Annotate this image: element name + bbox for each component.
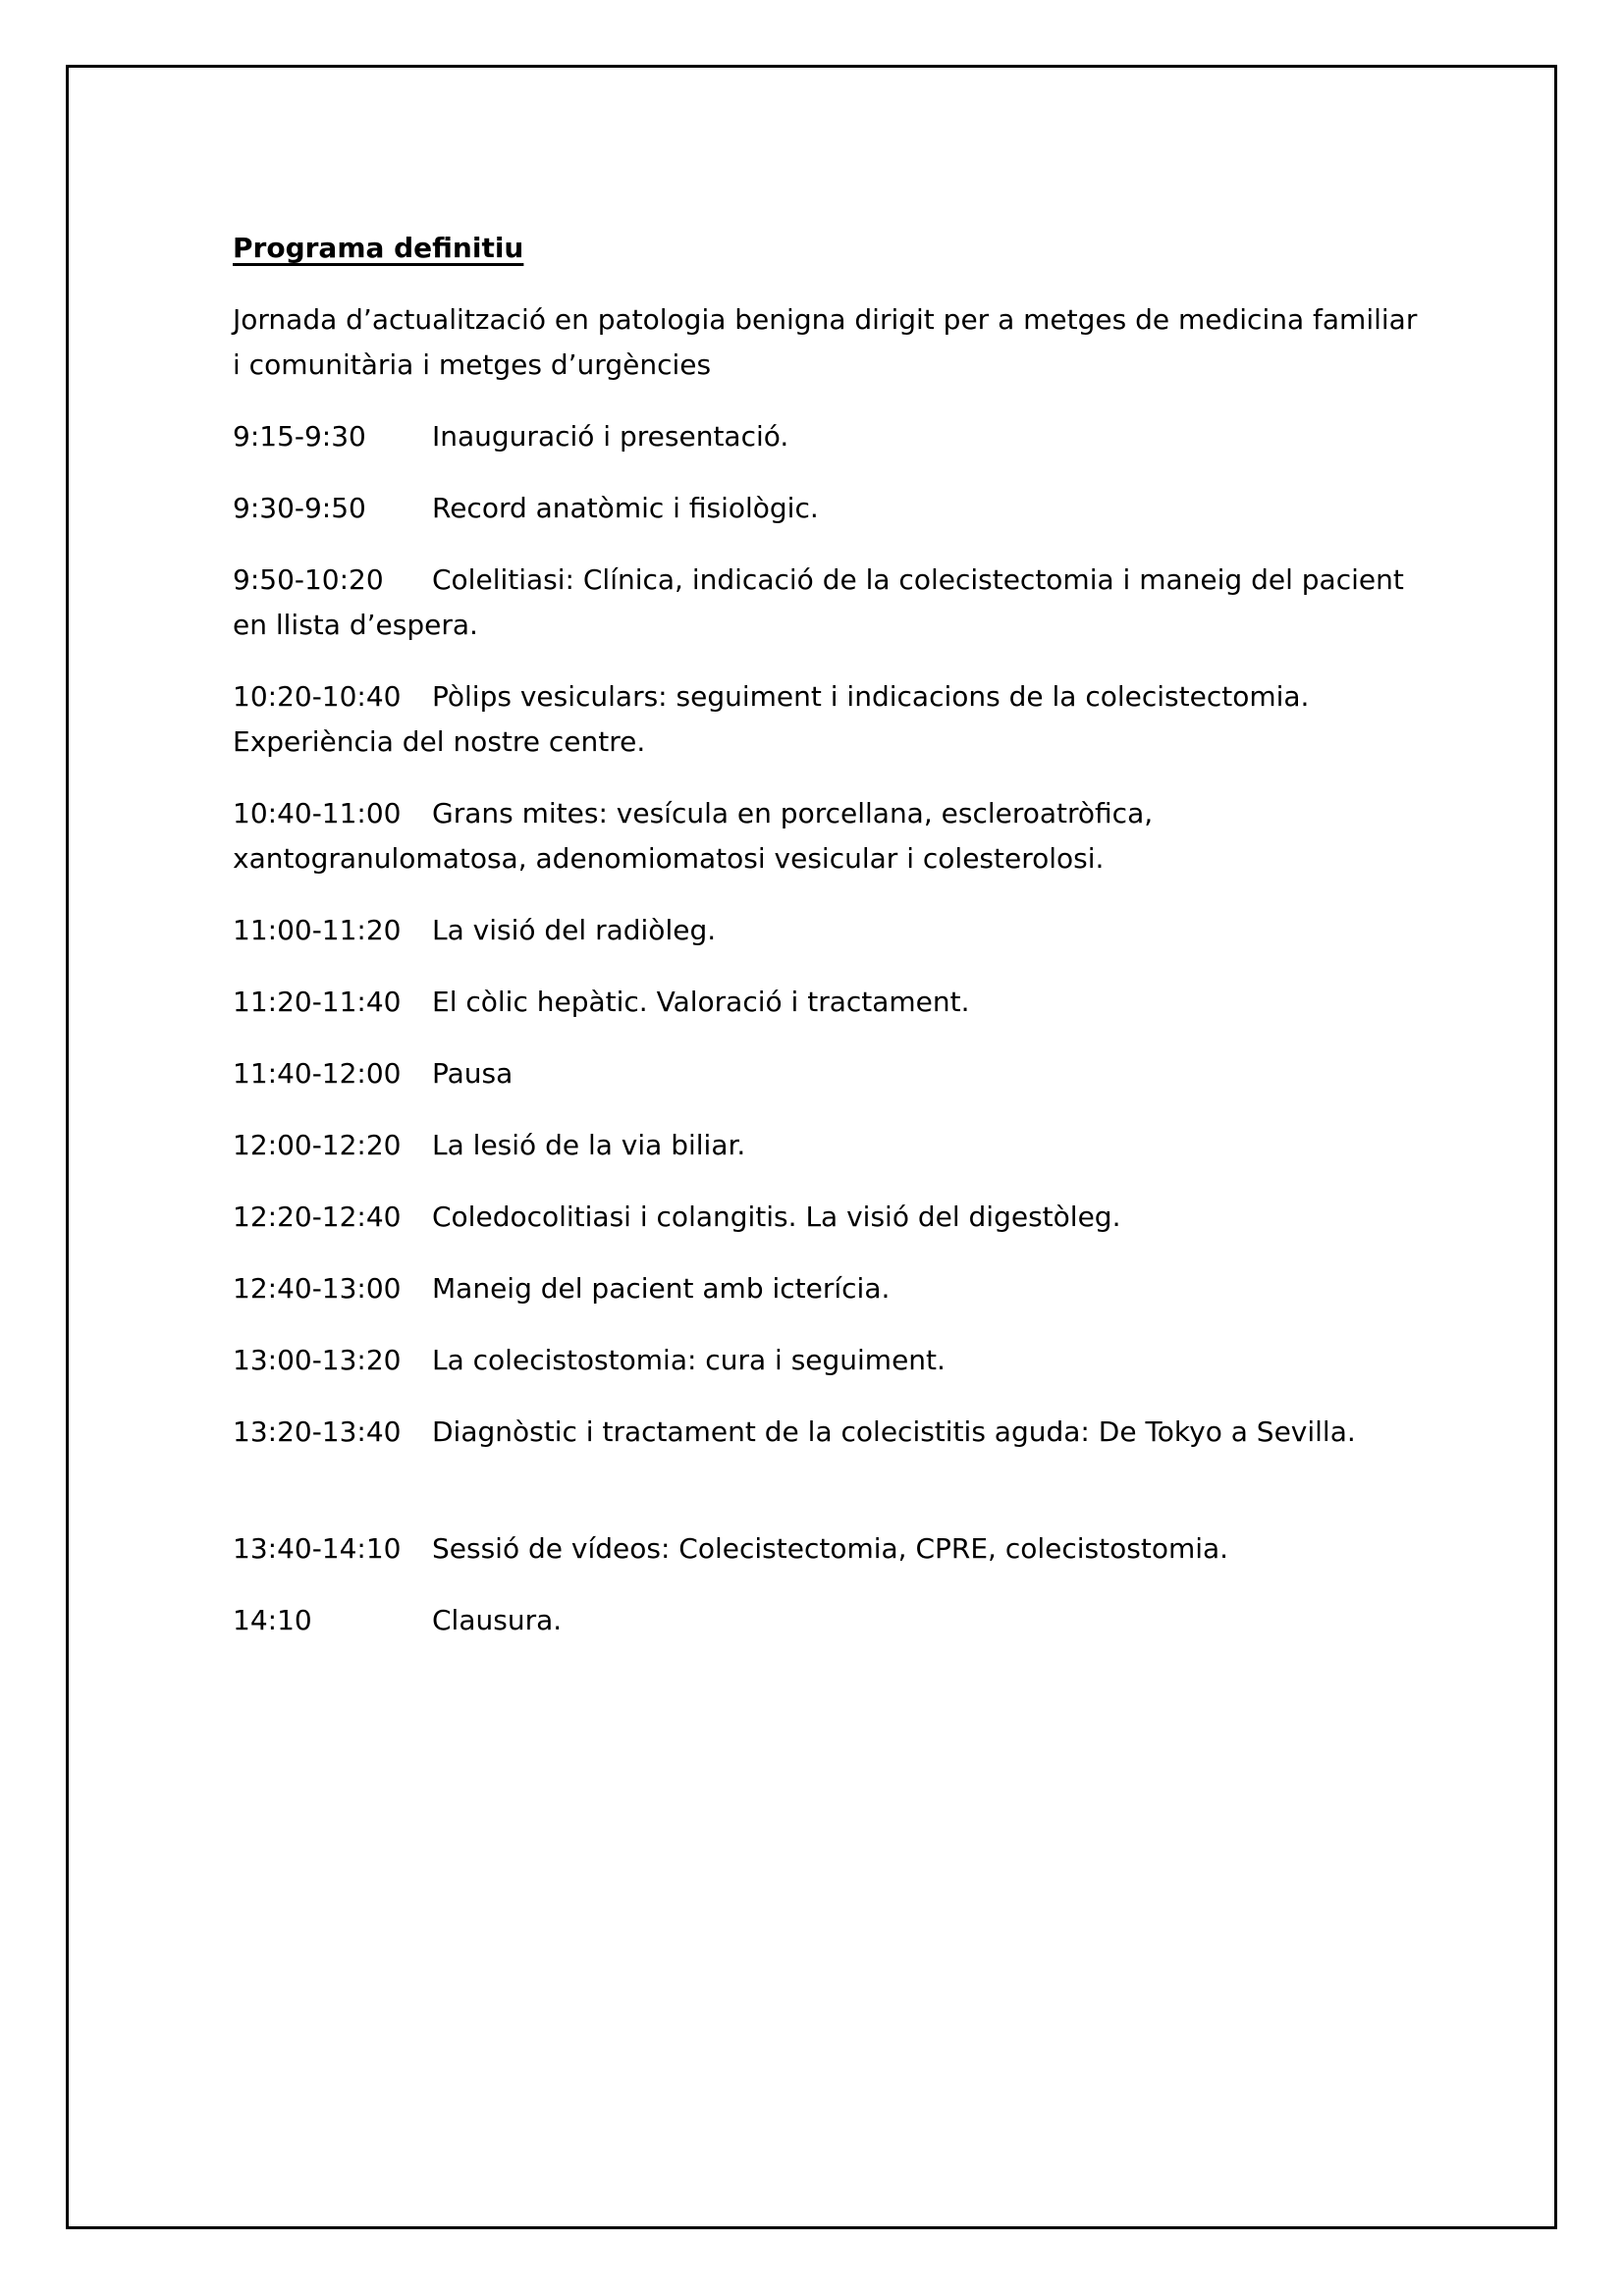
item-description: La lesió de la via biliar. — [432, 1129, 746, 1161]
schedule-item — [233, 791, 1421, 881]
program-content — [233, 226, 1421, 1670]
item-description: La colecistostomia: cura i seguiment. — [432, 1344, 946, 1376]
schedule-item — [233, 1526, 1421, 1572]
schedule-item — [233, 1051, 1421, 1096]
schedule-item — [233, 1266, 1421, 1311]
item-description: Record anatòmic i fisiològic. — [432, 492, 819, 524]
item-description: Pausa — [432, 1057, 514, 1090]
item-description: Inauguració i presentació. — [432, 420, 789, 453]
item-description: Sessió de vídeos: Colecistectomia, CPRE, colecistostomia. — [432, 1532, 1229, 1565]
item-description: Clausura. — [432, 1604, 563, 1636]
item-time: 10:20-10:40 — [233, 680, 402, 713]
item-time: 12:20-12:40 — [233, 1201, 402, 1233]
item-description: La visió del radiòleg. — [432, 914, 717, 946]
schedule-item — [233, 1598, 1421, 1643]
item-description: Diagnòstic i tractament de la colecistitis aguda: De Tokyo a Sevilla. — [432, 1415, 1356, 1448]
item-time: 13:20-13:40 — [233, 1415, 402, 1448]
schedule-item — [233, 980, 1421, 1025]
item-description: Maneig del pacient amb icterícia. — [432, 1272, 891, 1305]
schedule-item — [233, 908, 1421, 953]
item-time: 13:00-13:20 — [233, 1344, 402, 1376]
schedule-item — [233, 414, 1421, 459]
schedule-item — [233, 558, 1421, 648]
item-description: Pòlips vesiculars: seguiment i indicacions de la colecistectomia. Experiència del nostre centre. — [233, 680, 1310, 758]
item-time: 11:00-11:20 — [233, 914, 402, 946]
item-time: 9:30-9:50 — [233, 492, 366, 524]
item-time: 14:10 — [233, 1604, 312, 1636]
intro-paragraph: Jornada d’actualització en patologia benigna dirigit per a metges de medicina familiar i comunitària i metges d’urgències — [233, 303, 1418, 381]
item-description: Coledocolitiasi i colangitis. La visió del digestòleg. — [432, 1201, 1121, 1233]
schedule-item — [233, 1123, 1421, 1168]
schedule-item — [233, 674, 1421, 765]
schedule-item — [233, 486, 1421, 531]
item-time: 13:40-14:10 — [233, 1532, 402, 1565]
schedule-item — [233, 1410, 1421, 1455]
item-description: Grans mites: vesícula en porcellana, escleroatròfica, xantogranulomatosa, adenomiomatosi vesicular i colesterolosi. — [233, 797, 1154, 875]
item-time: 9:50-10:20 — [233, 563, 384, 596]
schedule-item — [233, 1195, 1421, 1240]
item-time: 12:40-13:00 — [233, 1272, 402, 1305]
item-time: 9:15-9:30 — [233, 420, 366, 453]
page-title: Programa definitiu — [233, 232, 524, 264]
item-description: El còlic hepàtic. Valoració i tractament. — [432, 986, 970, 1018]
schedule-item — [233, 1338, 1421, 1383]
item-time: 10:40-11:00 — [233, 797, 402, 829]
item-time: 11:20-11:40 — [233, 986, 402, 1018]
item-time: 11:40-12:00 — [233, 1057, 402, 1090]
item-description: Colelitiasi: Clínica, indicació de la colecistectomia i maneig del pacient en llista d’espera. — [233, 563, 1404, 641]
item-time: 12:00-12:20 — [233, 1129, 402, 1161]
